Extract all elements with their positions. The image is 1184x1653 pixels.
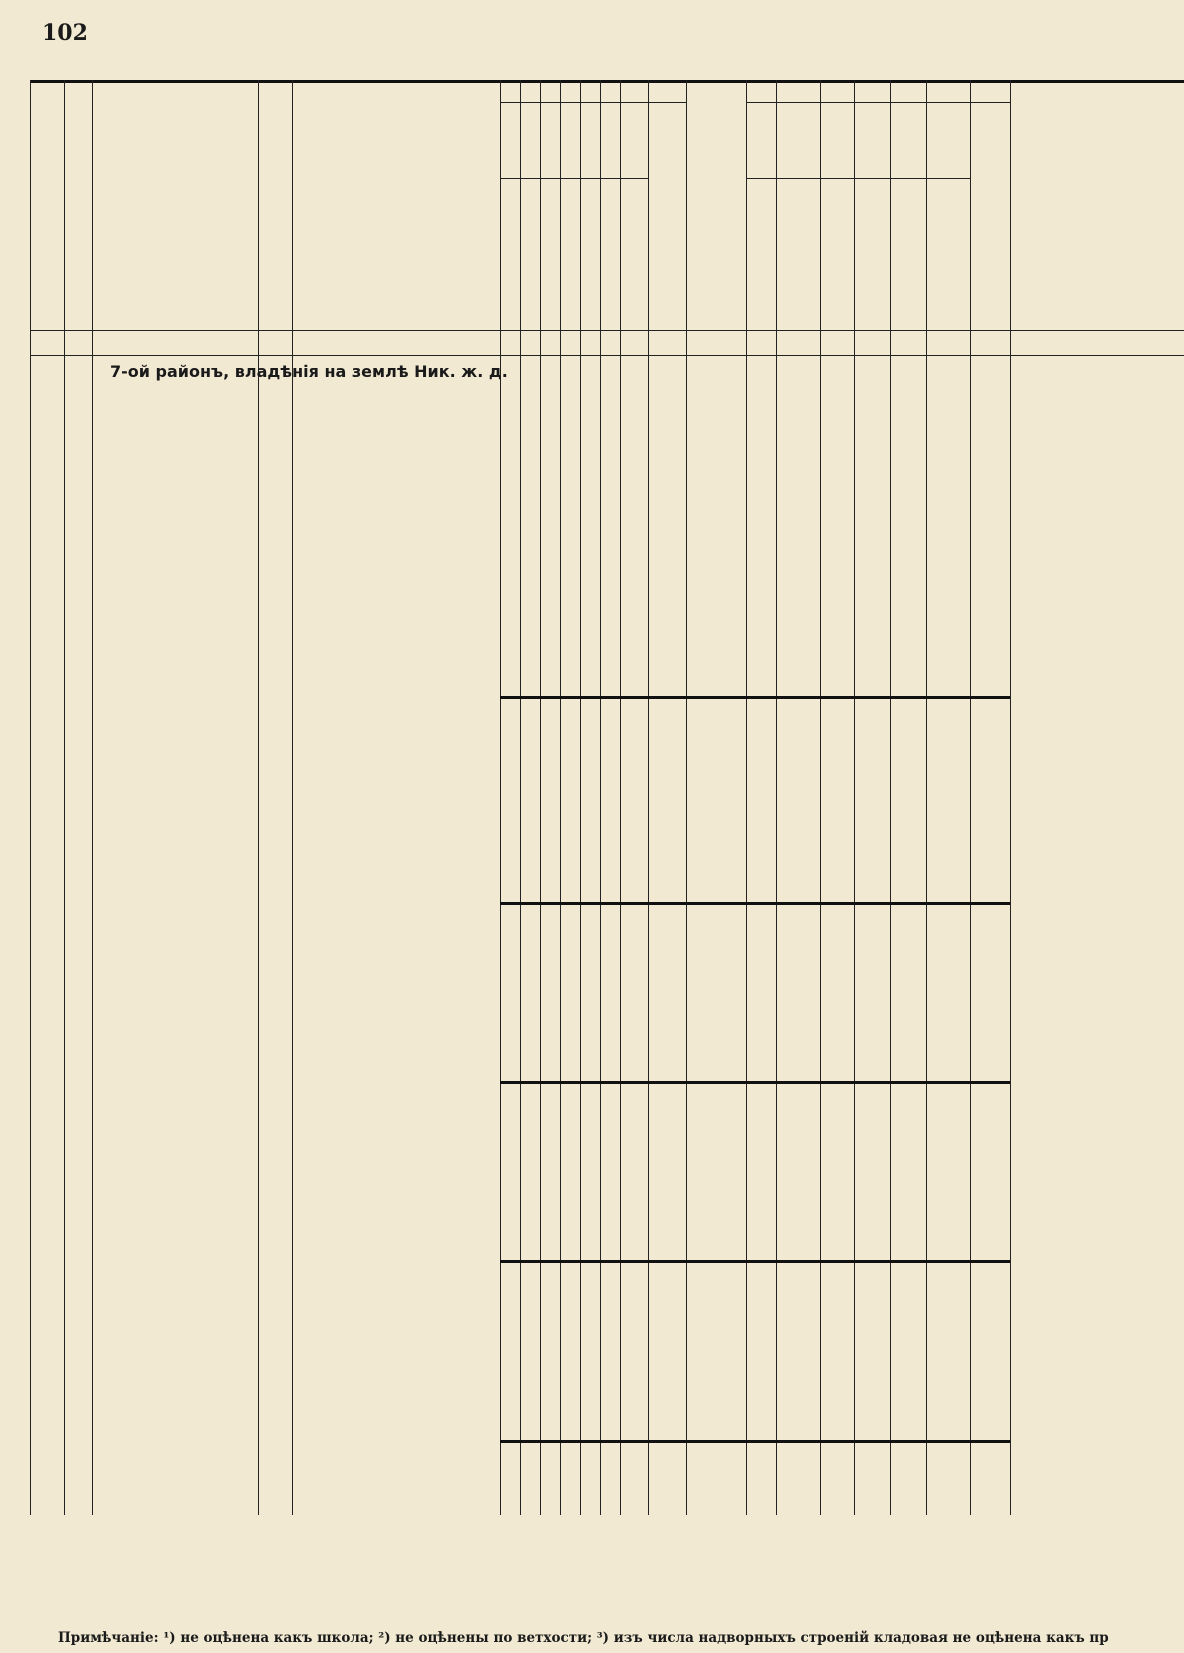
rule-line [500, 1260, 1010, 1263]
header-col-8 [540, 180, 560, 330]
rule-line [746, 178, 970, 179]
header-land-area [258, 90, 292, 330]
header-col-7 [520, 180, 540, 330]
header-rent-sum [970, 80, 1010, 330]
rule-line [500, 1440, 1010, 1443]
rule-line [500, 902, 1010, 905]
rule-line [500, 696, 1010, 699]
header-col-19 [890, 180, 926, 330]
column-rule [292, 80, 293, 1515]
header-col-18 [854, 180, 890, 330]
header-col-12 [620, 180, 648, 330]
rule-line [500, 178, 648, 179]
header-col-20 [926, 180, 970, 330]
district-heading: 7-ой районъ, владѣнія на землѣ Ник. ж. д. [110, 362, 508, 381]
inventory-table [30, 80, 1184, 1530]
header-col-16 [776, 180, 820, 330]
rule-line [500, 102, 686, 103]
header-col-15 [746, 180, 776, 330]
rule-line [500, 1081, 1010, 1084]
header-col-10 [580, 180, 600, 330]
page-number: 102 [42, 20, 88, 46]
header-valuation [686, 80, 746, 330]
header-service [600, 104, 648, 178]
header-plan-number [64, 80, 92, 330]
column-rule [92, 80, 93, 1515]
header-col-9 [560, 180, 580, 330]
header-total-buildings [648, 104, 686, 330]
header-col-6 [500, 180, 520, 330]
header-col-17 [820, 180, 854, 330]
column-rule [1010, 80, 1011, 1515]
header-inventory-number [30, 80, 64, 330]
header-col-11 [600, 180, 620, 330]
footnote: Примѣчаніе: ¹) не оцѣнена какъ школа; ²) не оцѣнены по ветхости; ³) изъ числа надворныхъ строеній кладовая не оцѣнена какъ пр [58, 1630, 1109, 1646]
